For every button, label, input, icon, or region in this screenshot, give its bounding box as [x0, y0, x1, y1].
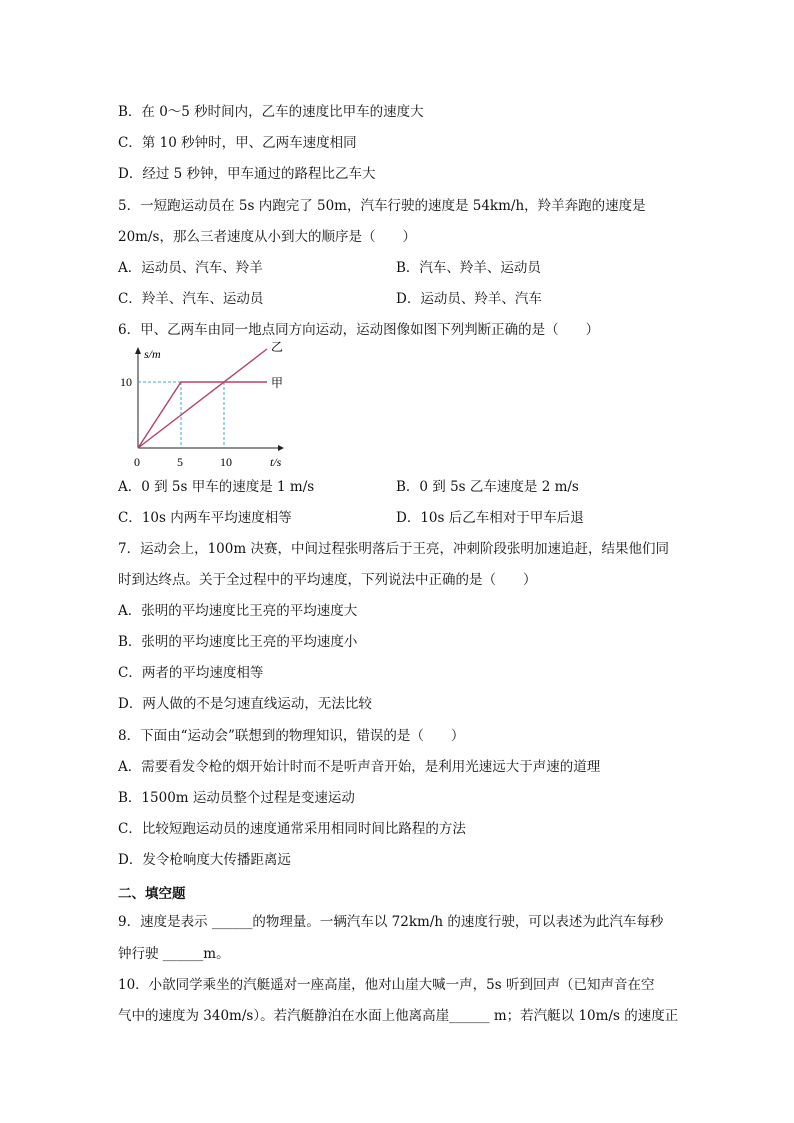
- q10-line2: 气中的速度为 340m/s）。若汽艇静泊在水面上他离高崖______ m；若汽艇以 10m/s 的速度正: [118, 1008, 679, 1024]
- q8-option-b: B．1500m 运动员整个过程是变速运动: [118, 790, 355, 806]
- q4-option-d: D．经过 5 秒钟，甲车通过的路程比乙车大: [118, 166, 376, 182]
- q9-line2: 钟行驶 ______m。: [118, 946, 230, 962]
- q5-option-c: C．羚羊、汽车、运动员: [118, 291, 264, 307]
- y-axis-arrow: [135, 347, 141, 354]
- series-line-1: [138, 382, 267, 448]
- q8-option-d: D．发令枪响度大传播距离远: [118, 852, 291, 868]
- q6-option-c: C．10s 内两车平均速度相等: [118, 510, 292, 526]
- q8-option-a: A．需要看发令枪的烟开始计时而不是听声音开始，是利用光速远大于声速的道理: [118, 759, 601, 775]
- q5-stem-line1: 5．一短跑运动员在 5s 内跑完了 50m，汽车行驶的速度是 54km/h，羚羊奔跑的速度是: [118, 198, 646, 214]
- x-tick-label: 10: [220, 455, 232, 469]
- section-fill-in-title: 二、填空题: [118, 886, 186, 902]
- x-tick-label: 0: [134, 455, 140, 469]
- s-t-chart-svg: [118, 340, 298, 475]
- series-label-2: 乙: [271, 340, 284, 354]
- y-axis-label: s/m: [144, 347, 161, 361]
- series-line-2: [138, 349, 267, 448]
- q4-option-c: C．第 10 秒钟时，甲、乙两车速度相同: [118, 135, 357, 151]
- q5-option-d: D．运动员、羚羊、汽车: [396, 291, 542, 307]
- q5-option-a: A．运动员、汽车、羚羊: [118, 260, 263, 276]
- q10-line1: 10．小歆同学乘坐的汽艇遥对一座高崖，他对山崖大喊一声，5s 听到回声（已知声音在空: [118, 977, 655, 993]
- q8-option-c: C．比较短跑运动员的速度通常采用相同时间比路程的方法: [118, 821, 466, 837]
- q4-option-b: B．在 0～5 秒时间内，乙车的速度比甲车的速度大: [118, 104, 424, 120]
- q6-option-a: A．0 到 5s 甲车的速度是 1 m/s: [118, 479, 315, 495]
- y-tick-label: 10: [120, 375, 132, 389]
- q7-option-d: D．两人做的不是匀速直线运动，无法比较: [118, 696, 372, 712]
- q6-option-b: B．0 到 5s 乙车速度是 2 m/s: [396, 479, 579, 495]
- q9-line1: 9．速度是表示 ______的物理量。一辆汽车以 72km/h 的速度行驶，可以表述为此汽车每秒: [118, 914, 664, 930]
- q6-stem: 6．甲、乙两车由同一地点同方向运动，运动图像如图下列判断正确的是（ ）: [118, 322, 600, 338]
- q7-option-b: B．张明的平均速度比王亮的平均速度小: [118, 634, 358, 650]
- q7-stem-line1: 7．运动会上，100m 决赛，中间过程张明落后于王亮，冲刺阶段张明加速追赶，结果他们同: [118, 541, 669, 557]
- q5-option-b: B．汽车、羚羊、运动员: [396, 260, 541, 276]
- q8-stem: 8．下面由“运动会”联想到的物理知识，错误的是（ ）: [118, 728, 465, 744]
- q5-stem-line2: 20m/s，那么三者速度从小到大的顺序是（ ）: [118, 229, 416, 245]
- series-label-1: 甲: [271, 376, 284, 390]
- s-t-graph: [118, 340, 298, 475]
- x-axis-label: t/s: [270, 455, 282, 469]
- x-tick-label: 5: [177, 455, 183, 469]
- q7-stem-line2: 时到达终点。关于全过程中的平均速度，下列说法中正确的是（ ）: [118, 572, 537, 588]
- q7-option-c: C．两者的平均速度相等: [118, 665, 264, 681]
- q6-option-d: D．10s 后乙车相对于甲车后退: [396, 510, 584, 526]
- q7-option-a: A．张明的平均速度比王亮的平均速度大: [118, 603, 358, 619]
- x-axis-arrow: [278, 445, 284, 451]
